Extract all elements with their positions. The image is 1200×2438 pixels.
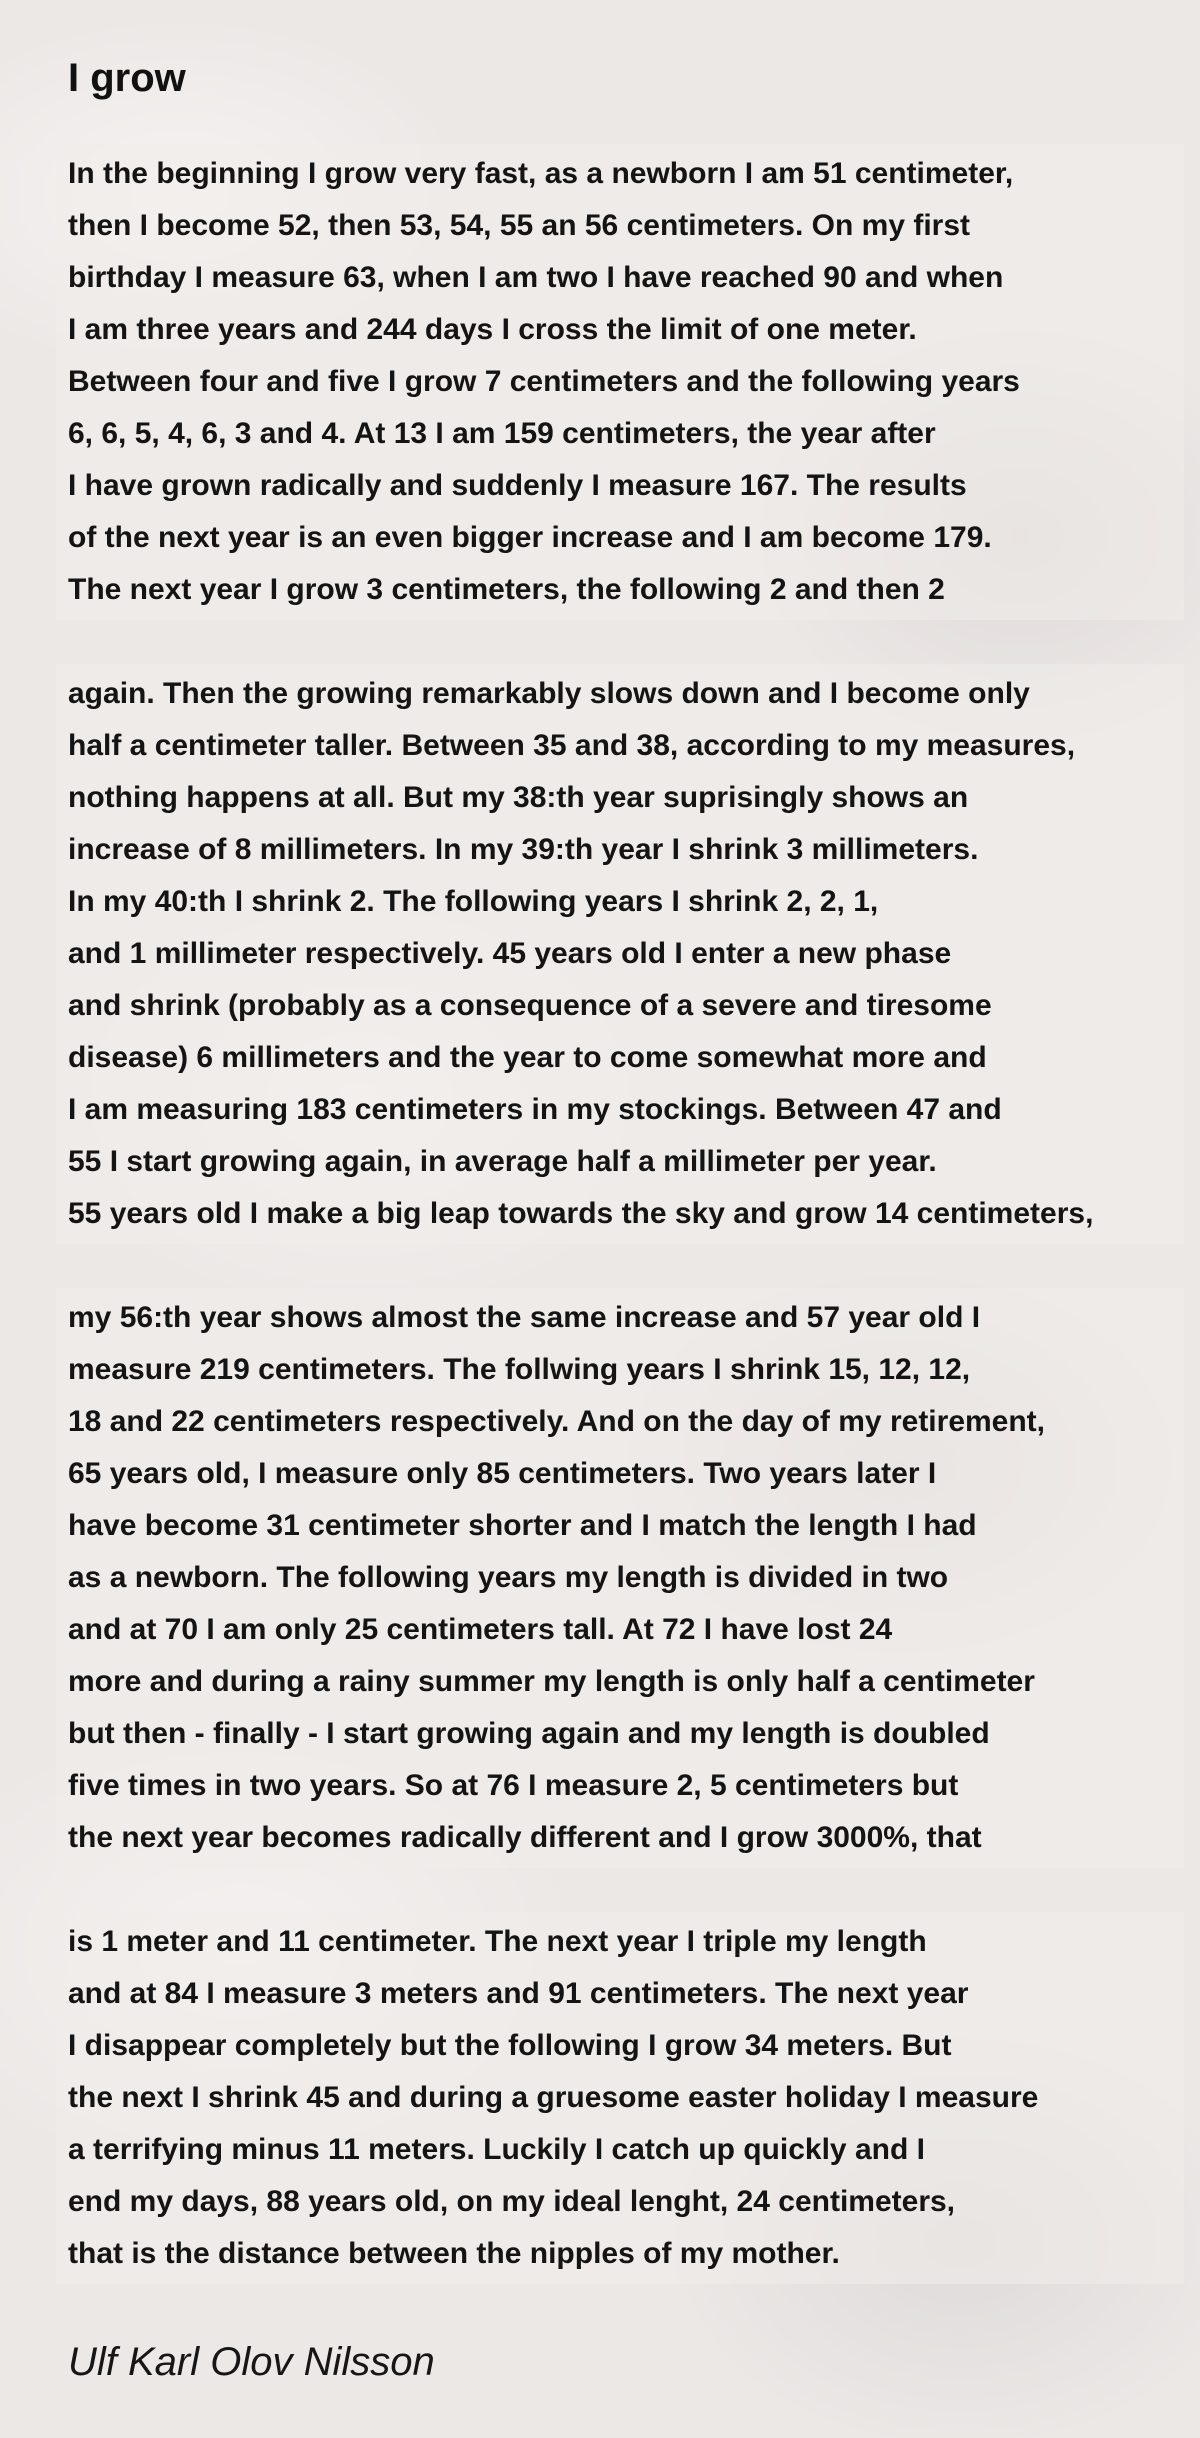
poem-line: the next I shrink 45 and during a gruesome easter holiday I measure [68, 2081, 1039, 2114]
poem-line: more and during a rainy summer my length is only half a centimeter [68, 1665, 1035, 1698]
poem-line: increase of 8 millimeters. In my 39:th year I shrink 3 millimeters. [68, 833, 979, 866]
stanza-2 [68, 668, 1188, 1240]
poem-line: as a newborn. The following years my length is divided in two [68, 1561, 949, 1594]
poem-line: five times in two years. So at 76 I measure 2, 5 centimeters but [68, 1769, 959, 1802]
poem-line: a terrifying minus 11 meters. Luckily I catch up quickly and I [68, 2133, 925, 2166]
poem-line: I have grown radically and suddenly I measure 167. The results [68, 469, 967, 502]
poem-line: I am three years and 244 days I cross the limit of one meter. [68, 313, 917, 346]
poem-title: I grow [68, 56, 186, 100]
poem-line: In the beginning I grow very fast, as a newborn I am 51 centimeter, [68, 157, 1014, 190]
stanza-3 [68, 1292, 1188, 1864]
poem-line: 55 I start growing again, in average half a millimeter per year. [68, 1145, 937, 1178]
poem-line: and shrink (probably as a consequence of a severe and tiresome [68, 989, 992, 1022]
poem-line: In my 40:th I shrink 2. The following years I shrink 2, 2, 1, [68, 885, 879, 918]
poem-line: 18 and 22 centimeters respectively. And on the day of my retirement, [68, 1405, 1046, 1438]
poem-line: again. Then the growing remarkably slows down and I become only [68, 677, 1030, 710]
poem-line: I am measuring 183 centimeters in my stockings. Between 47 and [68, 1093, 1002, 1126]
poem-line: measure 219 centimeters. The follwing years I shrink 15, 12, 12, [68, 1353, 971, 1386]
poem-line: the next year becomes radically different and I grow 3000%, that [68, 1821, 982, 1854]
poem-line: birthday I measure 63, when I am two I have reached 90 and when [68, 261, 1004, 294]
stanza-4 [68, 1916, 1188, 2280]
poem-line: and 1 millimeter respectively. 45 years old I enter a new phase [68, 937, 952, 970]
poem-line: 65 years old, I measure only 85 centimeters. Two years later I [68, 1457, 937, 1490]
poem-author: Ulf Karl Olov Nilsson [68, 2340, 435, 2384]
poem-line: end my days, 88 years old, on my ideal lenght, 24 centimeters, [68, 2185, 956, 2218]
poem-line: I disappear completely but the following I grow 34 meters. But [68, 2029, 952, 2062]
poem-line: 6, 6, 5, 4, 6, 3 and 4. At 13 I am 159 centimeters, the year after [68, 417, 936, 450]
poem-line: and at 70 I am only 25 centimeters tall. At 72 I have lost 24 [68, 1613, 893, 1646]
poem-line: Between four and five I grow 7 centimeters and the following years [68, 365, 1020, 398]
poem-line: have become 31 centimeter shorter and I match the length I had [68, 1509, 977, 1542]
poem-line: nothing happens at all. But my 38:th year suprisingly shows an [68, 781, 969, 814]
poem-line: half a centimeter taller. Between 35 and 38, according to my measures, [68, 729, 1076, 762]
stanza-1 [68, 148, 1188, 616]
poem-line: 55 years old I make a big leap towards the sky and grow 14 centimeters, [68, 1197, 1094, 1230]
poem-line: The next year I grow 3 centimeters, the following 2 and then 2 [68, 573, 945, 606]
poem-line: my 56:th year shows almost the same increase and 57 year old I [68, 1301, 981, 1334]
poem-line: disease) 6 millimeters and the year to come somewhat more and [68, 1041, 987, 1074]
poem-line: of the next year is an even bigger increase and I am become 179. [68, 521, 992, 554]
poem-line: that is the distance between the nipples of my mother. [68, 2237, 840, 2270]
poem-line: then I become 52, then 53, 54, 55 an 56 centimeters. On my first [68, 209, 971, 242]
poem-line: is 1 meter and 11 centimeter. The next year I triple my length [68, 1925, 927, 1958]
poem-line: but then - finally - I start growing again and my length is doubled [68, 1717, 990, 1750]
poem-line: and at 84 I measure 3 meters and 91 centimeters. The next year [68, 1977, 969, 2010]
